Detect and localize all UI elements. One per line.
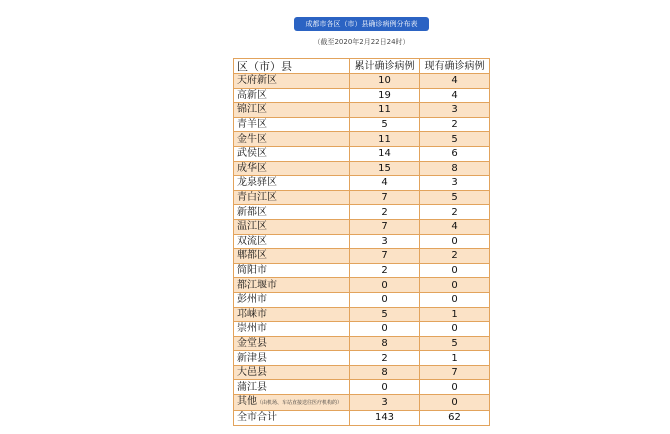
current-cell: 7	[420, 365, 490, 380]
current-cell: 6	[420, 146, 490, 161]
district-name: 龙泉驿区	[237, 177, 277, 189]
table-row	[234, 117, 490, 132]
current-cell: 0	[420, 395, 490, 411]
header-cumulative: 累计确诊病例	[350, 59, 420, 74]
district-name-cell	[234, 132, 350, 147]
current-cell: 2	[420, 117, 490, 132]
district-name: 青羊区	[237, 119, 267, 131]
district-name-cell	[234, 176, 350, 191]
district-name: 郫都区	[237, 250, 267, 262]
district-name-cell	[234, 161, 350, 176]
district-name-cell	[234, 103, 350, 118]
cumulative-cell: 2	[350, 351, 420, 366]
table-row	[234, 249, 490, 264]
district-name-cell	[234, 307, 350, 322]
district-name: 成华区	[237, 162, 267, 174]
table-row	[234, 190, 490, 205]
cumulative-cell: 15	[350, 161, 420, 176]
district-name: 高新区	[237, 89, 267, 101]
district-name: 金牛区	[237, 133, 267, 145]
cumulative-cell: 7	[350, 249, 420, 264]
district-name: 都江堰市	[237, 279, 277, 291]
cumulative-cell: 7	[350, 219, 420, 234]
table-row	[234, 336, 490, 351]
header-current: 现有确诊病例	[420, 59, 490, 74]
district-name: 青白江区	[237, 192, 277, 204]
table-row	[234, 88, 490, 103]
current-cell: 3	[420, 103, 490, 118]
district-name-cell	[234, 146, 350, 161]
table-row	[234, 380, 490, 395]
current-cell: 5	[420, 190, 490, 205]
district-name-cell	[234, 365, 350, 380]
current-cell: 5	[420, 132, 490, 147]
table-row	[234, 263, 490, 278]
district-name: 天府新区	[237, 75, 277, 87]
district-name: 新都区	[237, 206, 267, 218]
cumulative-cell: 11	[350, 103, 420, 118]
table-row	[234, 395, 490, 411]
cumulative-cell: 8	[350, 365, 420, 380]
header-district: 区（市）县	[234, 59, 350, 74]
district-name: 邛崃市	[237, 308, 267, 320]
district-name: 新津县	[237, 352, 267, 364]
district-name: 武侯区	[237, 148, 267, 160]
district-name-cell	[234, 117, 350, 132]
cumulative-cell: 0	[350, 380, 420, 395]
current-cell: 4	[420, 74, 490, 89]
table-row	[234, 74, 490, 89]
total-current: 62	[420, 411, 490, 426]
current-cell: 5	[420, 336, 490, 351]
cumulative-cell: 0	[350, 278, 420, 293]
district-name: 双流区	[237, 235, 267, 247]
district-name: 彭州市	[237, 294, 267, 306]
table-row	[234, 146, 490, 161]
cumulative-cell: 3	[350, 395, 420, 411]
table-row	[234, 365, 490, 380]
district-name-cell	[234, 336, 350, 351]
table-row	[234, 219, 490, 234]
district-name-cell	[234, 395, 350, 411]
current-cell: 8	[420, 161, 490, 176]
cumulative-cell: 0	[350, 292, 420, 307]
district-name-cell	[234, 219, 350, 234]
cumulative-cell: 11	[350, 132, 420, 147]
district-name: 蒲江县	[237, 381, 267, 393]
district-name-cell	[234, 322, 350, 337]
total-label: 全市合计	[234, 411, 350, 426]
current-cell: 0	[420, 322, 490, 337]
district-name-cell	[234, 88, 350, 103]
cumulative-cell: 4	[350, 176, 420, 191]
current-cell: 0	[420, 263, 490, 278]
district-name: 其他	[237, 396, 257, 408]
current-cell: 0	[420, 380, 490, 395]
table-row	[234, 205, 490, 220]
table-row	[234, 176, 490, 191]
district-name: 锦江区	[237, 104, 267, 116]
district-name-cell	[234, 74, 350, 89]
district-name-cell	[234, 205, 350, 220]
current-cell: 4	[420, 219, 490, 234]
header-row	[234, 59, 490, 74]
cumulative-cell: 8	[350, 336, 420, 351]
district-name-cell	[234, 190, 350, 205]
cumulative-cell: 0	[350, 322, 420, 337]
district-name: 大邑县	[237, 367, 267, 379]
table-subtitle: （截至2020年2月22日24时）	[313, 38, 410, 46]
case-distribution-table	[233, 58, 490, 426]
district-name: 金堂县	[237, 337, 267, 349]
table-row	[234, 292, 490, 307]
cumulative-cell: 14	[350, 146, 420, 161]
district-name-cell	[234, 234, 350, 249]
district-name: 温江区	[237, 221, 267, 233]
cumulative-cell: 5	[350, 307, 420, 322]
current-cell: 2	[420, 205, 490, 220]
current-cell: 4	[420, 88, 490, 103]
table-title: 成都市各区（市）县确诊病例分布表	[294, 17, 429, 31]
district-name: 简阳市	[237, 265, 267, 277]
table-row	[234, 278, 490, 293]
cumulative-cell: 19	[350, 88, 420, 103]
table-row	[234, 351, 490, 366]
current-cell: 1	[420, 351, 490, 366]
district-name: 崇州市	[237, 323, 267, 335]
table-row	[234, 161, 490, 176]
district-name-cell	[234, 249, 350, 264]
cumulative-cell: 10	[350, 74, 420, 89]
table-row	[234, 132, 490, 147]
current-cell: 0	[420, 292, 490, 307]
total-cumulative: 143	[350, 411, 420, 426]
cumulative-cell: 7	[350, 190, 420, 205]
table-row	[234, 103, 490, 118]
table-row	[234, 307, 490, 322]
current-cell: 0	[420, 278, 490, 293]
table-row	[234, 234, 490, 249]
district-note: （由机场、车站直接送往医疗机构的）	[257, 400, 343, 407]
cumulative-cell: 5	[350, 117, 420, 132]
cumulative-cell: 3	[350, 234, 420, 249]
current-cell: 0	[420, 234, 490, 249]
district-name-cell	[234, 292, 350, 307]
district-name-cell	[234, 263, 350, 278]
table-row	[234, 322, 490, 337]
current-cell: 1	[420, 307, 490, 322]
district-name-cell	[234, 351, 350, 366]
total-row	[234, 411, 490, 426]
cumulative-cell: 2	[350, 263, 420, 278]
current-cell: 3	[420, 176, 490, 191]
current-cell: 2	[420, 249, 490, 264]
district-name-cell	[234, 380, 350, 395]
cumulative-cell: 2	[350, 205, 420, 220]
district-name-cell	[234, 278, 350, 293]
